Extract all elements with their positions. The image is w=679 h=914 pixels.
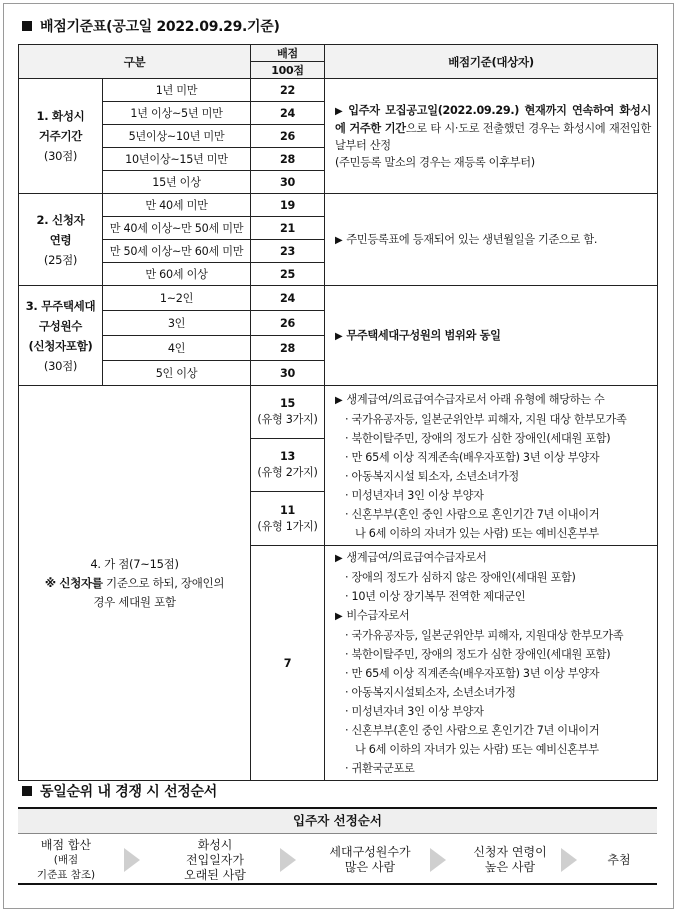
square-bullet-icon [22,786,32,796]
triangle-icon: ▶ [335,105,345,117]
residence-row-score: 30 [251,171,325,194]
step-lottery: 추첨 [607,852,631,867]
age-row-label: 만 40세 이상~만 50세 미만 [103,217,251,240]
residence-row-score: 24 [251,102,325,125]
category-household: 3. 무주택세대 구성원수 (신청자포함) (30점) [19,286,103,386]
residence-row-label: 15년 이상 [103,171,251,194]
step-move-in-date: 화성시 전입일자가 오래된 사람 [184,837,246,882]
household-row-label: 3인 [103,311,251,336]
age-row-label: 만 60세 이상 [103,263,251,286]
arrow-right-icon [280,848,296,872]
triangle-icon: ▶ [335,330,343,342]
section-title-scoring: 배점기준표(공고일 2022.09.29.기준) [22,16,280,36]
scoring-table [18,44,658,781]
header-score-total: 100점 [251,62,325,79]
household-row-score: 24 [251,286,325,311]
age-row-label: 만 50세 이상~만 60세 미만 [103,240,251,263]
square-bullet-icon [22,21,32,31]
criteria-bonus-recipients: ▶ 생계급여/의료급여수급자로서 아래 유형에 해당하는 수 · 국가유공자등, 일본군위안부 피해자, 지원 대상 한부모가족 · 북한이탈주민, 장애의 정도가 심한 장애인(세대원 포함) · 만 65세 이상 직계존속(배우자포함) 3년 이상 부양자 · 아동복지시설 퇴소자, 소년소녀가정 · 미성년자녀 3인 이상 부양자 · 신혼부부(혼인 중인 사람으로 혼인기간 7년 이내이거 나 6세 이하의 자녀가 있는 사람) 또는 예비신혼부부 [325,386,658,546]
residence-row-score: 28 [251,148,325,171]
category-bonus: 4. 가 점(7~15점) ※ 신청자를 기준으로 하되, 장애인의 경우 세대원 포함 [19,386,251,781]
household-row-score: 30 [251,361,325,386]
selection-steps [18,834,657,886]
section-title-order: 동일순위 내 경쟁 시 선정순서 [22,781,217,801]
residence-row-score: 26 [251,125,325,148]
household-row-score: 26 [251,311,325,336]
bonus-score-3types: 15 (유형 3가지) [251,386,325,439]
arrow-right-icon [561,848,577,872]
household-row-label: 1~2인 [103,286,251,311]
triangle-icon: ▶ [335,234,343,246]
criteria-bonus-other: ▶ 생계급여/의료급여수급자로서 · 장애의 정도가 심하지 않은 장애인(세대원 포함) · 10년 이상 장기복무 전역한 제대군인 ▶ 비수급자로서 · 국가유공자등, 일본군위안부 피해자, 지원대상 한부모가족 · 북한이탈주민, 장애의 정도가 심한 장애인(세대원 포함) · 만 65세 이상 직계존속(배우자포함) 3년 이상 부양자 · 아동복지시설퇴소자, 소년소녀가정 · 미성년자녀 3인 이상 부양자 · 신혼부부(혼인 중인 사람으로 혼인기간 7년 이내이거 나 6세 이하의 자녀가 있는 사람) 또는 예비신혼부부 · 귀환국군포로 [325,546,658,781]
header-category: 구분 [19,45,251,79]
selection-order-title: 입주자 선정순서 [18,809,657,834]
age-row-score: 25 [251,263,325,286]
bonus-score-basic: 7 [251,546,325,781]
household-row-label: 4인 [103,336,251,361]
household-row-score: 28 [251,336,325,361]
arrow-right-icon [430,848,446,872]
header-criteria: 배점기준(대상자) [325,45,658,79]
category-age: 2. 신청자 연령 (25점) [19,194,103,286]
triangle-icon: ▶ [335,611,343,622]
age-row-score: 19 [251,194,325,217]
residence-row-label: 1년 이상~5년 미만 [103,102,251,125]
residence-row-label: 10년이상~15년 미만 [103,148,251,171]
criteria-household: ▶ 무주택세대구성원의 범위와 동일 [325,286,658,386]
age-row-label: 만 40세 미만 [103,194,251,217]
criteria-age: ▶ 주민등록표에 등재되어 있는 생년월일을 기준으로 함. [325,194,658,286]
bonus-score-1type: 11 (유형 1가지) [251,492,325,546]
step-household-size: 세대구성원수가 많은 사람 [329,845,411,874]
residence-row-label: 5년이상~10년 미만 [103,125,251,148]
triangle-icon: ▶ [335,553,343,564]
age-row-score: 23 [251,240,325,263]
criteria-residence: ▶ 입주자 모집공고일(2022.09.29.) 현재까지 연속하여 화성시에 거주한 기간으로 타 시·도로 전출했던 경우는 화성시에 재전입한 날부터 산정 (주민등록 말소의 경우는 재등록 이후부터) [325,79,658,194]
category-residence: 1. 화성시 거주기간 (30점) [19,79,103,194]
residence-row-label: 1년 미만 [103,79,251,102]
household-row-label: 5인 이상 [103,361,251,386]
triangle-icon: ▶ [335,395,343,406]
bonus-score-2types: 13 (유형 2가지) [251,438,325,492]
step-total-score: 배점 합산 (배점 기준표 참조) [36,837,96,881]
residence-row-score: 22 [251,79,325,102]
arrow-right-icon [124,848,140,872]
step-applicant-age: 신청자 연령이 높은 사람 [473,845,547,874]
header-score: 배점 [251,45,325,62]
age-row-score: 21 [251,217,325,240]
selection-order-box [18,807,657,885]
